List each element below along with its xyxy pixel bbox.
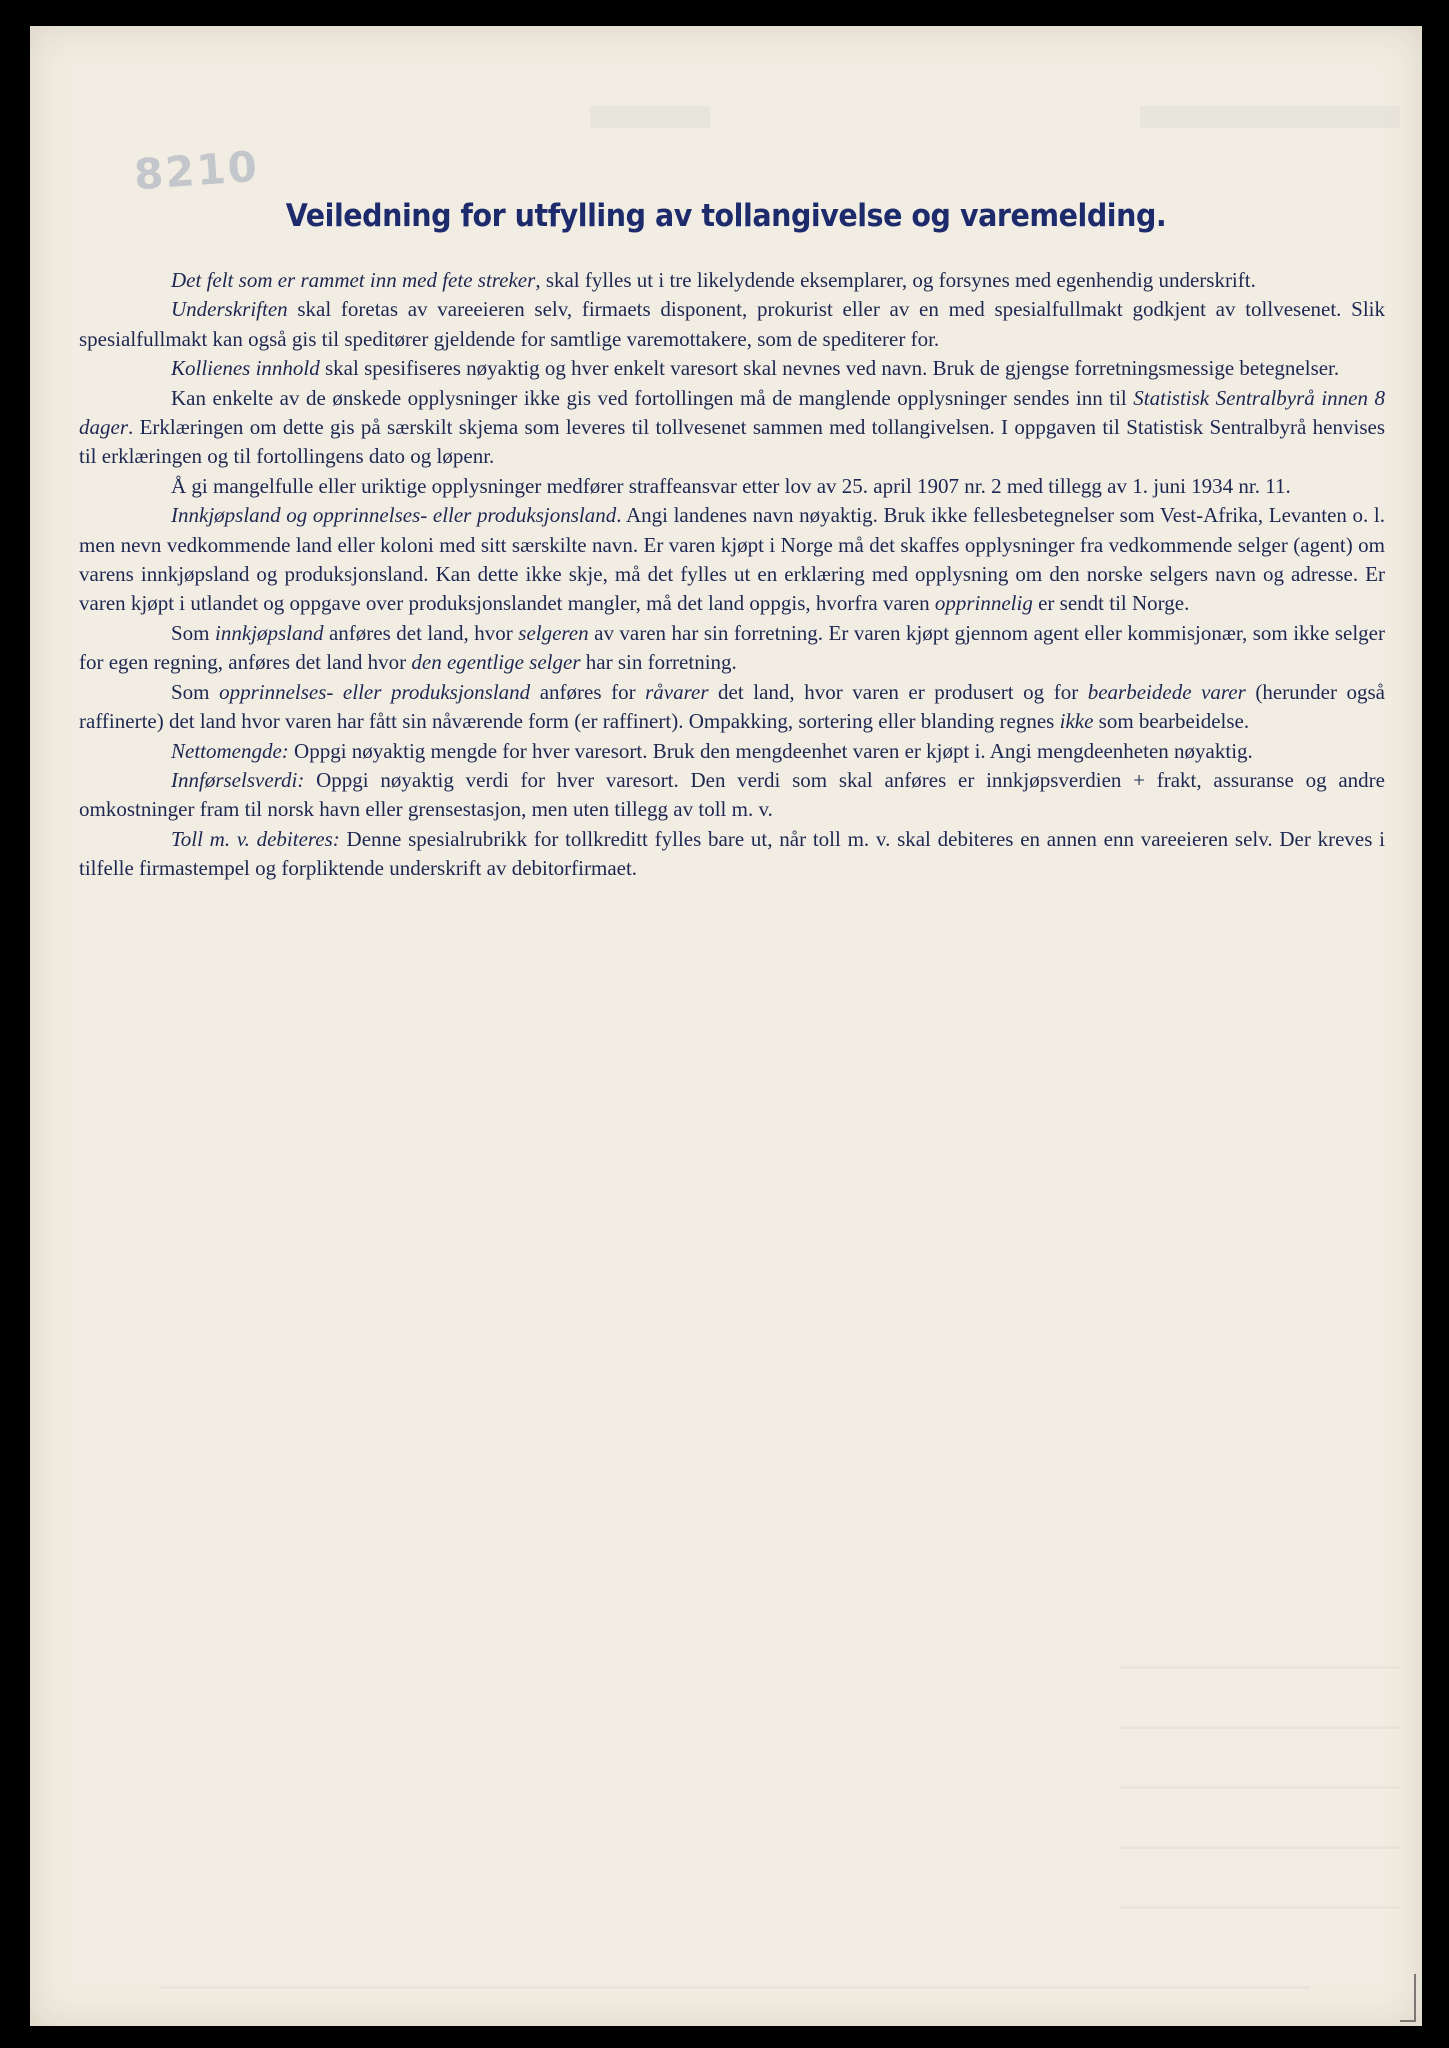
text-run: som bearbeidelse. [1093,709,1250,734]
paragraph [79,384,1385,472]
italic-term: Statistisk Sentralbyrå innen 8 dager [79,385,1385,440]
italic-term: Nettomengde: [171,738,289,763]
show-through-band [1120,1726,1400,1729]
paragraph [79,737,1385,766]
italic-term: råvarer [645,679,709,704]
paragraph [79,295,1385,354]
reference-number-stamp: 8210 [132,141,261,200]
italic-term: innkjøpsland [215,620,324,645]
paragraph [79,766,1385,825]
text-run: Kan enkelte av de ønskede opplysninger ikke gis ved fortollingen må de manglende opplysninger sendes inn til [171,385,1134,410]
text-run: Denne spesialrubrikk for tollkreditt fylles bare ut, når toll m. v. skal debiteres en annen enn vareeieren selv. Der kreves i tilfelle firmastempel og forpliktende underskrift av debitorfirmaet. [79,826,1385,881]
text-run: det land, hvor varen er produsert og for [708,679,1088,704]
instruction-text [79,266,1385,884]
text-run: Som [171,679,220,704]
paragraph [79,825,1385,884]
text-run: Oppgi nøyaktig verdi for hver varesort. Den verdi som skal anføres er innkjøpsverdien + frakt, assuranse og andre omkostninger fram til norsk havn eller grensestasjon, men uten tillegg av toll m. v. [79,767,1385,822]
show-through-band [1120,1846,1400,1849]
italic-term: den egentlige selger [411,650,581,675]
text-run: av varen har sin forretning. Er varen kjøpt gjennom agent eller kommisjonær, som ikke selger for egen regning, anføres det land hvor [79,620,1385,675]
text-run: har sin forretning. [580,650,737,675]
italic-term: selgeren [518,620,589,645]
text-run: Som [171,620,215,645]
text-run: Oppgi nøyaktig mengde for hver varesort. Bruk den mengdeenhet varen er kjøpt i. Angi mengdeenheten nøyaktig. [288,738,1253,763]
text-run: (herunder også raffinerte) det land hvor varen har fått sin nåværende form (er raffinert). Ompakking, sortering eller blanding regnes [79,679,1385,734]
document-page [30,26,1422,2026]
show-through-band [160,1986,1310,1989]
text-run: , skal fylles ut i tre likelydende eksemplarer, og forsynes med egenhendig underskrift. [535,268,1256,292]
text-run: anføres for [530,679,646,704]
italic-term: Innførselsverdi: [171,767,305,792]
text-run: Å gi mangelfulle eller uriktige opplysninger medfører straffeansvar etter lov av 25. april 1907 nr. 2 med tillegg av 1. juni 1934 nr. 11. [171,473,1291,498]
italic-term: Underskriften [171,297,288,322]
italic-term: Kollienes innhold [171,356,320,381]
paragraph [79,266,1385,295]
show-through-band [1120,1786,1400,1789]
text-run: anføres det land, hvor [323,620,519,645]
italic-term: opprinnelig [934,591,1033,616]
paragraph [79,354,1385,383]
text-run: er sendt til Norge. [1032,591,1190,616]
italic-term: Toll m. v. debiteres: [171,826,340,851]
italic-term: ikke [1059,709,1094,734]
text-run: skal spesifiseres nøyaktig og hver enkelt varesort skal nevnes ved navn. Bruk de gjengse forretningsmessige betegnelser. [319,356,1340,381]
show-through-band [1140,106,1400,128]
page-title: Veiledning for utfylling av tollangivelse og varemelding. [285,198,1167,234]
paragraph [79,678,1385,737]
italic-term: opprinnelses- eller produksjonsland [219,679,531,704]
italic-term: Innkjøpsland og opprinnelses- eller produksjonsland [171,503,617,528]
show-through-band [1120,1666,1400,1669]
paragraph [79,472,1385,501]
paragraph [79,619,1385,678]
text-run: skal foretas av vareeieren selv, firmaets disponent, prokurist eller av en med spesialfullmakt godkjent av tollvesenet. Slik spesialfullmakt kan også gis til speditører gjeldende for samtlige varemottakere, som de spediterer for. [79,297,1385,351]
show-through-band [590,106,710,128]
italic-term: Det felt som er rammet inn med fete streker [171,268,536,292]
italic-term: bearbeidede varer [1087,679,1246,704]
text-run: . Angi landenes navn nøyaktig. Bruk ikke fellesbetegnelser som Vest-Afrika, Levanten o. l. men nevn vedkommende land eller koloni med sitt særskilte navn. Er varen kjøpt i Norge må det skaffes opplysninger fra vedkommende selger (agent) om varens innkjøpsland og produksjonsland. Kan dette ikke skje, må det fylles ut en erklæring med opplysning om den norske selgers navn og adresse. Er varen kjøpt i utlandet og oppgave over produksjonslandet mangler, må det land oppgis, hvorfra varen [79,503,1385,616]
show-through-band [1120,1906,1400,1909]
paragraph [79,501,1385,619]
text-run: . Erklæringen om dette gis på særskilt skjema som leveres til tollvesenet sammen med tollangivelsen. I oppgaven til Statistisk Sentralbyrå henvises til erklæringen og til fortollingens dato og løpenr. [79,415,1385,469]
corner-fold-mark [1400,1974,1416,2022]
